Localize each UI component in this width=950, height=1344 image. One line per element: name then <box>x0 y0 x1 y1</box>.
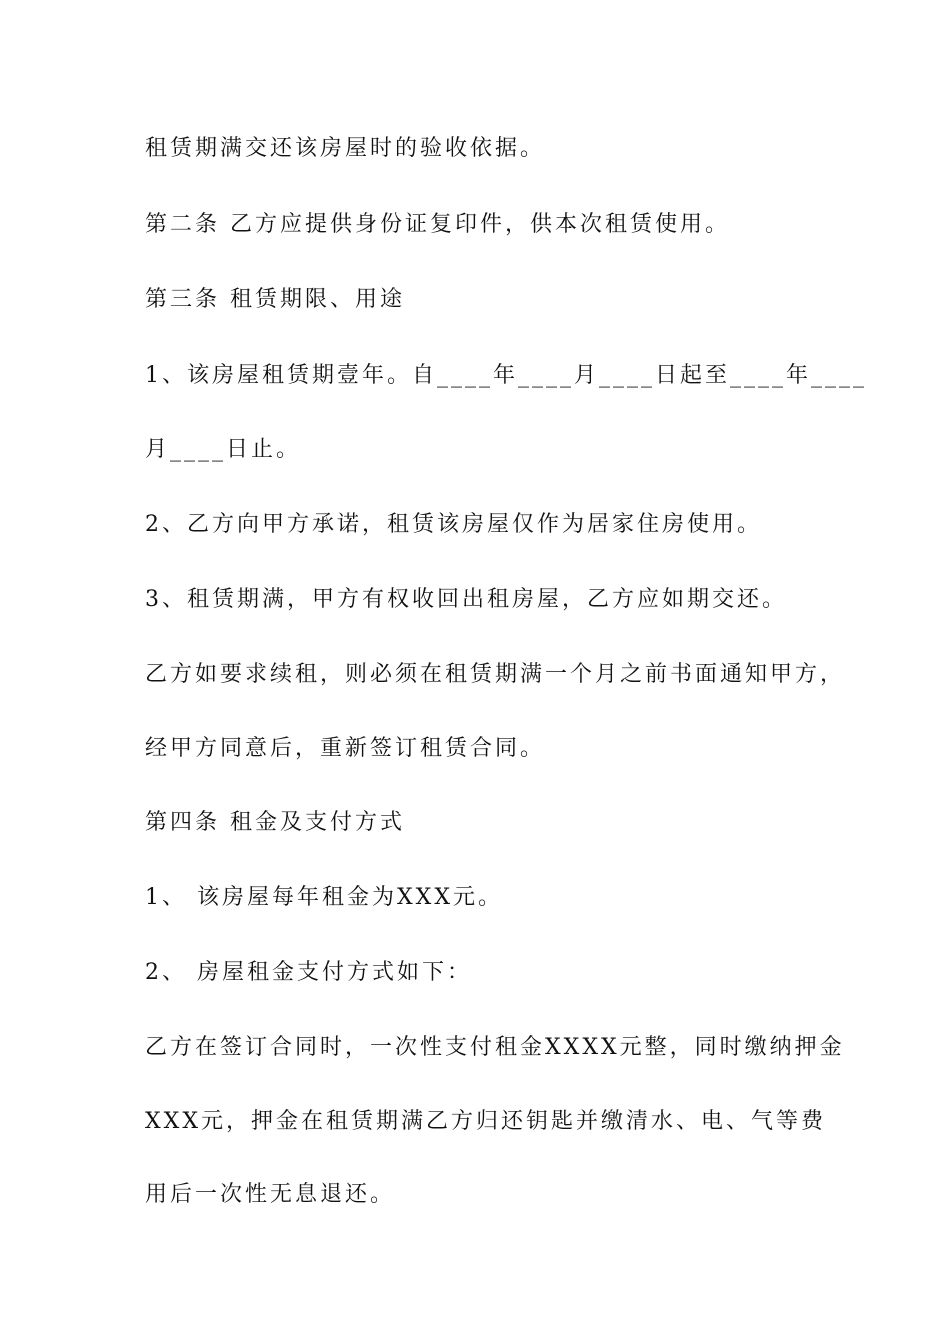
clause-3-item-1-cont: 月____日止。 <box>145 437 302 462</box>
renewal-notice-cont: 经甲方同意后，重新签订租赁合同。 <box>145 736 546 761</box>
clause-2-id-copy: 第二条 乙方应提供身份证复印件，供本次租赁使用。 <box>145 212 730 237</box>
text-line-return-inspection: 租赁期满交还该房屋时的验收依据。 <box>145 136 546 161</box>
clause-3-heading: 第三条 租赁期限、用途 <box>145 287 405 312</box>
clause-3-item-2: 2、乙方向甲方承诺，租赁该房屋仅作为居家住房使用。 <box>145 512 762 537</box>
payment-terms: 乙方在签订合同时，一次性支付租金XXXX元整，同时缴纳押金 <box>145 1035 845 1060</box>
clause-3-item-1: 1、该房屋租赁期壹年。自____年____月____日起至____年____ <box>145 363 867 388</box>
clause-4-item-1: 1、 该房屋每年租金为XXX元。 <box>145 885 503 910</box>
renewal-notice: 乙方如要求续租，则必须在租赁期满一个月之前书面通知甲方， <box>145 662 846 687</box>
clause-4-heading: 第四条 租金及支付方式 <box>145 810 405 835</box>
payment-terms-end: 用后一次性无息退还。 <box>145 1182 396 1207</box>
clause-3-item-3: 3、租赁期满，甲方有权收回出租房屋，乙方应如期交还。 <box>145 587 787 612</box>
payment-terms-cont: XXX元，押金在租赁期满乙方归还钥匙并缴清水、电、气等费 <box>145 1109 826 1134</box>
clause-4-item-2: 2、 房屋租金支付方式如下： <box>145 960 472 985</box>
